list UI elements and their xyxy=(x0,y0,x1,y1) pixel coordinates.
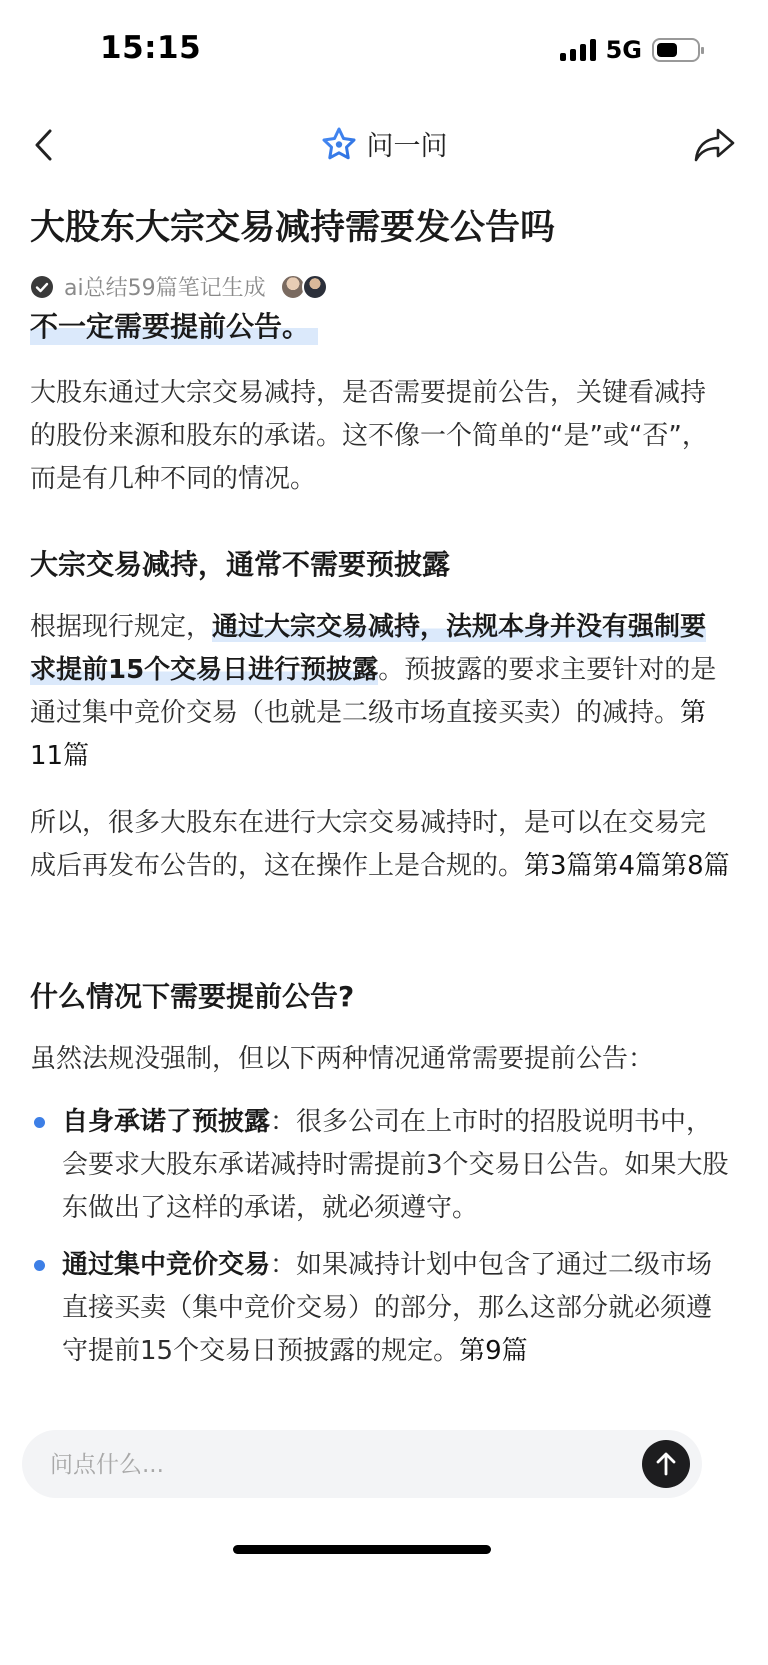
answer-highlight: 不一定需要提前公告。 xyxy=(30,305,318,345)
bullet-dot-icon xyxy=(34,1117,45,1128)
status-time: 15:15 xyxy=(100,30,202,66)
status-icons xyxy=(560,36,700,64)
nav-bar xyxy=(0,110,768,180)
ask-bar xyxy=(22,1430,702,1498)
arrow-up-icon xyxy=(654,1451,678,1477)
section1-paragraph-2 xyxy=(30,802,730,888)
nav-title-text: 问一问 xyxy=(366,131,448,162)
para-text: 根据现行规定， xyxy=(30,612,213,642)
sparkle-star-icon xyxy=(321,126,357,162)
home-indicator xyxy=(233,1545,491,1554)
summary-meta xyxy=(30,271,328,302)
source-reference-link[interactable]: 第9篇 xyxy=(459,1336,528,1366)
network-label: 5G xyxy=(605,36,642,64)
share-icon[interactable] xyxy=(692,124,738,166)
status-bar xyxy=(0,0,768,100)
list-item xyxy=(30,1244,730,1373)
signal-icon xyxy=(560,39,596,61)
avatar xyxy=(302,274,328,300)
condition-list xyxy=(30,1101,730,1387)
verified-check-icon xyxy=(30,275,54,299)
para-text: 。预披露的要求主要针对的是通过集中竞价交易（也就是二级市场直接买卖）的减持。 xyxy=(30,655,717,728)
list-item xyxy=(30,1101,730,1230)
avatar-group[interactable] xyxy=(280,274,328,300)
para-text: 所以，很多大股东在进行大宗交易减持时，是可以在交易完成后再发布公告的，这在操作上是合规的。 xyxy=(30,808,707,881)
list-item-text: ：很多公司在上市时的招股说明书中，会要求大股东承诺减持时需提前3个交易日公告。如果大股东做出了这样的承诺，就必须遵守。 xyxy=(62,1107,729,1223)
section1-paragraph-1 xyxy=(30,606,730,778)
list-item-title: 通过集中竞价交易 xyxy=(62,1250,271,1280)
section-heading-1: 大宗交易减持，通常不需要预披露 xyxy=(30,548,451,581)
intro-paragraph: 大股东通过大宗交易减持，是否需要提前公告，关键看减持的股份来源和股东的承诺。这不像一个简单的“是”或“否”，而是有几种不同的情况。 xyxy=(30,378,708,494)
list-item-title: 自身承诺了预披露 xyxy=(62,1107,271,1137)
meta-text: ai总结59篇笔记生成 xyxy=(64,276,266,301)
section-heading-2: 什么情况下需要提前公告? xyxy=(30,980,355,1013)
bullet-dot-icon xyxy=(34,1260,45,1271)
send-button[interactable] xyxy=(642,1440,690,1488)
highlighted-text: 通过大宗交易减持，法规本身并没有强制要求提前15个交易日进行预披露 xyxy=(30,612,707,685)
page-title: 大股东大宗交易减持需要发公告吗 xyxy=(30,208,556,248)
ask-input[interactable] xyxy=(48,1430,612,1500)
source-reference-link[interactable]: 第3篇第4篇第8篇 xyxy=(524,851,730,881)
source-reference-link[interactable]: 第11篇 xyxy=(30,698,707,771)
list-item-text: ：如果减持计划中包含了通过二级市场直接买卖（集中竞价交易）的部分，那么这部分就必须遵守提前15个交易日预披露的规定。 xyxy=(62,1250,713,1366)
battery-icon xyxy=(652,38,700,62)
section2-lead: 虽然法规没强制，但以下两种情况通常需要提前公告： xyxy=(30,1044,655,1074)
nav-title xyxy=(0,124,768,163)
